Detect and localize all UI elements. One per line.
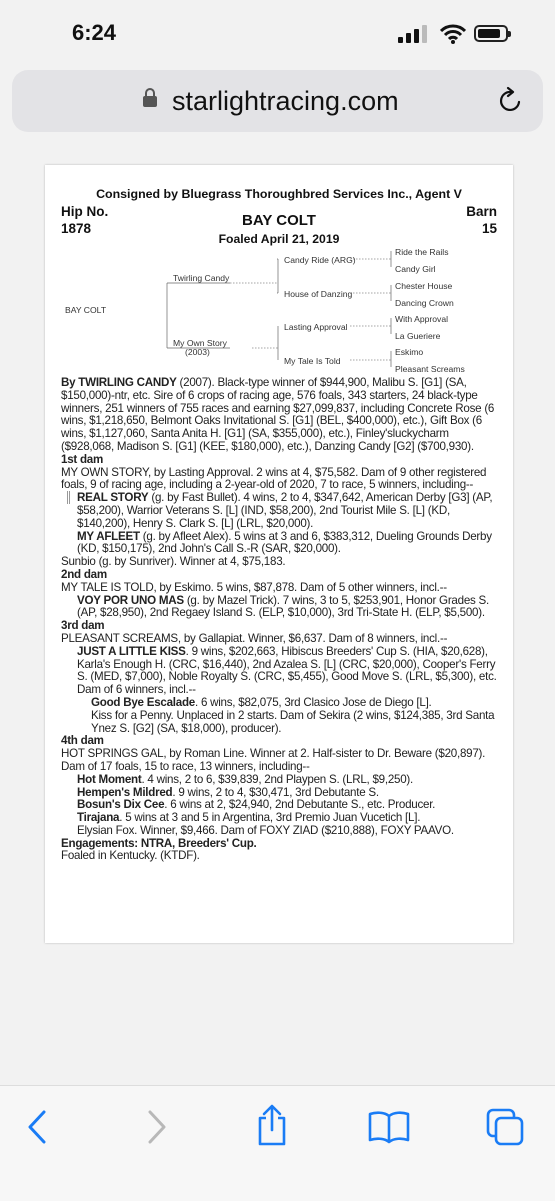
ped-dam: My Own Story (173, 338, 227, 348)
ped-dam-dam: My Tale Is Told (284, 356, 341, 366)
url-text[interactable]: starlightracing.com (172, 86, 399, 116)
sire-intro: By TWIRLING CANDY (61, 376, 177, 389)
dam2-foal-1 (61, 595, 501, 621)
foaled-in: Foaled in Kentucky. (KTDF). (61, 849, 200, 863)
ped-ss-sire: Ride the Rails (395, 247, 449, 257)
ped-dam-sire: Lasting Approval (284, 322, 348, 332)
ped-dam-year: (2003) (185, 347, 210, 357)
ped-ds-sire: With Approval (395, 314, 449, 324)
ped-sire-sire: Candy Ride (ARG) (284, 255, 356, 265)
ped-sire-dam: House of Danzing (284, 289, 353, 299)
dam3-foal-3: Kiss for a Penny. Unplaced in 2 starts. Dam of Sekira (2 wins, $124,385, 3rd Santa Ynez S. [G2] (SA, $18,000), producer). (91, 708, 495, 735)
engagements: Engagements: NTRA, Breeders' Cup. (61, 836, 257, 850)
dam4-foal-2-text: . 9 wins, 2 to 4, $30,471, 3rd Debutante S. (172, 785, 379, 799)
ped-dd-sire: Eskimo (395, 347, 424, 357)
consignor-line: Consigned by Bluegrass Thoroughbred Services Inc., Agent V (96, 187, 462, 201)
dam2-foal-1-text: (g. by Mazel Trick). 7 wins, 3 to 5, $253,901, Honor Grades S. (AP, $28,950), 2nd Regaey Island S. (ELP, $10,000), 3rd Tri-State H. (ELP, $5,500). (77, 593, 489, 620)
dam2-text: MY TALE IS TOLD, by Eskimo. 5 wins, $87,878. Dam of 5 other winners, incl.-- (61, 580, 447, 594)
barn-label: Barn (466, 204, 497, 219)
cellular-signal-icon (398, 25, 430, 43)
dam4-foal-5: Elysian Fox. Winner, $9,466. Dam of FOXY ZIAD ($210,888), FOXY PAAVO. (77, 823, 454, 837)
dam4-foal-1-name: Hot Moment (77, 772, 142, 786)
dam3-foal-1-name: JUST A LITTLE KISS (77, 644, 186, 658)
back-icon[interactable] (26, 1110, 48, 1144)
catalog-page (45, 165, 513, 943)
hip-label: Hip No. (61, 204, 109, 219)
lock-icon (143, 88, 157, 108)
dam1-heading: 1st dam (61, 452, 104, 466)
status-bar (0, 0, 555, 62)
ped-dd-dam: Pleasant Screams (395, 364, 465, 374)
dam4-foal-4 (61, 812, 501, 825)
ped-sd-dam: Dancing Crown (395, 298, 454, 308)
dam1-foal-2 (61, 531, 501, 557)
pedigree-chart (45, 245, 513, 377)
tabs-icon[interactable] (486, 1108, 524, 1146)
dam4-heading: 4th dam (61, 734, 104, 748)
dam4-foal-2-name: Hempen's Mildred (77, 785, 173, 799)
dam1-foal-2-text: (g. by Afleet Alex). 5 wins at 3 and 6, $383,312, Dueling Grounds Derby (KD, $150,175), 2nd John's Call S.-R (SAR, $20,000). (77, 529, 492, 556)
ped-ds-dam: La Gueriere (395, 331, 441, 341)
ped-subject: BAY COLT (65, 305, 107, 315)
dam1-foal-1-text: (g. by Fast Bullet). 4 wins, 2 to 4, $347,642, American Derby [G3] (AP, $58,200), Warrior Veterans S. [L] (IND, $58,200), 2nd Tourist Mile S. [L] (KD, $140,200), Henry S. Clark S. [L] (LRL, $20,000). (77, 491, 493, 530)
status-time: 6:24 (72, 20, 117, 45)
ped-sire: Twirling Candy (173, 273, 230, 283)
dam3-heading: 3rd dam (61, 619, 105, 633)
sire-text: (2007). Black-type winner of $944,900, Malibu S. [G1] (SA, $150,000)-ntr, etc. Sire of 6 crops of racing age, 576 foals, 343 starters, 24 black-type winners, 251 winners of 755 races and earning $27,099,837, including Concrete Rose (6 wins, $1,218,650, Belmont Oaks Invitational S. [G1] (BEL, $400,000), etc.), Gift Box (6 wins, $1,127,060, Santa Anita H. [G1] (SA, $355,000), etc.), Finley'sluckycharm ($928,068, Madison S. [G1] (KEE, $180,000), etc.), Danzing Candy [G2] ($700,930). (61, 376, 495, 453)
dam2-foal-1-name: VOY POR UNO MAS (77, 593, 184, 607)
dam3-foal-1-text: . 9 wins, $202,663, Hibiscus Breeders' Cup S. (HIA, $20,628), Karla's Enough H. (CRC, $16,440), 2nd Azalea S. [L] (CRC, $20,000), Cooper's Ferry S. (MED, $7,000), Noble Royalty S. (CRC, $5,455), Good Move S. (LRL, $5,300), etc. Dam of 6 winners, incl.-- (77, 644, 497, 697)
forward-icon[interactable] (146, 1110, 168, 1144)
wifi-icon (440, 24, 466, 44)
dam3-foal-2 (61, 697, 501, 710)
dam3-foal-1 (61, 646, 501, 697)
reload-icon[interactable] (498, 86, 524, 114)
dam4-foal-4-text: . 5 wins at 3 and 5 in Argentina, 3rd Premio Juan Vucetich [L]. (119, 811, 421, 825)
dam3-foal-2-text: . 6 wins, $82,075, 3rd Clasico Jose de Diego [L]. (195, 695, 432, 709)
book-icon[interactable] (368, 1110, 410, 1144)
dam1-foal-3: Sunbio (g. by Sunriver). Winner at 4, $75,183. (61, 555, 286, 569)
dam4-foal-3-name: Bosun's Dix Cee (77, 798, 165, 812)
barn-number: 15 (481, 221, 497, 236)
ped-ss-dam: Candy Girl (395, 264, 436, 274)
bottom-toolbar (0, 1085, 555, 1201)
hip-number: 1878 (61, 221, 92, 236)
dam1-foal-1 (61, 492, 501, 530)
share-icon[interactable] (256, 1104, 288, 1146)
dam4-text: HOT SPRINGS GAL, by Roman Line. Winner at 2. Half-sister to Dr. Beware ($20,897). Dam of 17 foals, 15 to race, 13 winners, including-- (61, 747, 486, 773)
dam4-foal-1-text: . 4 wins, 2 to 6, $39,839, 2nd Playpen S. (LRL, $9,250). (141, 772, 414, 786)
horse-title: BAY COLT (242, 212, 316, 229)
ped-sd-sire: Chester House (395, 281, 453, 291)
dam4-foal-4-name: Tirajana (77, 811, 120, 825)
dam1-text: MY OWN STORY, by Lasting Approval. 2 wins at 4, $75,582. Dam of 9 other registered foals, 9 of racing age, including a 2-year-old of 2020, 7 to race, 5 winners, including-- (61, 465, 487, 492)
dam3-foal-2-name: Good Bye Escalade (91, 695, 195, 709)
battery-icon (474, 25, 508, 42)
dam1-foal-1-name: REAL STORY (77, 491, 149, 505)
dam2-heading: 2nd dam (61, 567, 107, 581)
dam4-foal-3-text: . 6 wins at 2, $24,940, 2nd Debutante S., etc. Producer. (164, 798, 436, 812)
dam3-text: PLEASANT SCREAMS, by Gallapiat. Winner, $6,637. Dam of 8 winners, incl.-- (61, 631, 448, 645)
catalog-text (61, 377, 501, 863)
dam1-foal-1-marker (67, 491, 77, 504)
address-bar[interactable] (12, 70, 543, 132)
dam1-foal-2-name: MY AFLEET (77, 529, 140, 543)
foaled-date: Foaled April 21, 2019 (218, 232, 340, 246)
sire-paragraph (61, 377, 501, 454)
